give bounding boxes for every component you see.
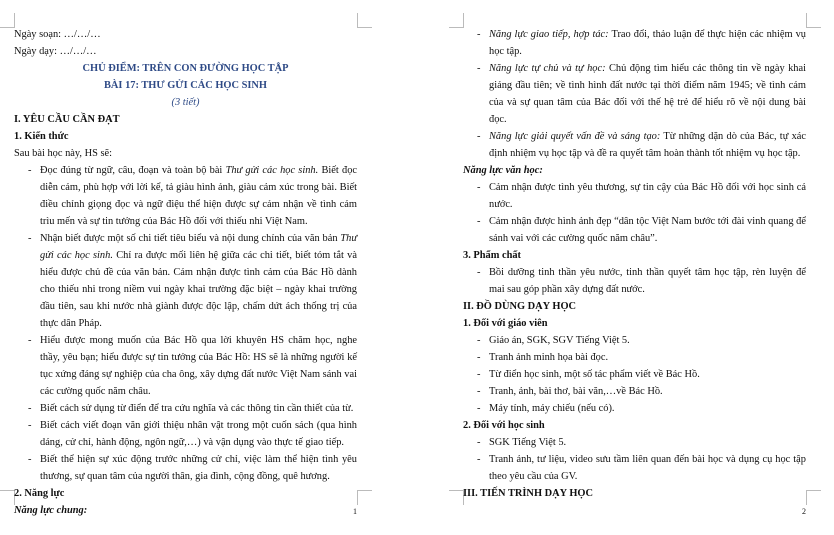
list-item [14,332,357,400]
list-item [463,366,806,383]
dash-bullet: - [28,335,32,346]
section-heading: I. YÊU CẦU CẦN ĐẠT [14,114,120,125]
dash-bullet: - [477,454,481,465]
section-heading: III. TIẾN TRÌNH DẠY HỌC [463,488,594,499]
dash-bullet: - [477,267,481,278]
list-item [463,128,806,162]
item-text: Tranh, ảnh, bài thơ, bài văn,…về Bác Hồ. [489,386,663,397]
list-item [463,179,806,213]
date-prepared: Ngày soạn: …/…/… [14,29,101,40]
dash-bullet: - [477,369,481,380]
page-1 [0,0,415,535]
list-item [463,349,806,366]
item-text: Tranh ảnh minh họa bài đọc. [489,352,609,363]
dash-bullet: - [28,403,32,414]
margin-mark [449,490,464,505]
subsection-heading: 1. Kiến thức [14,131,69,142]
dash-bullet: - [28,420,32,431]
item-text: Từ những dặn dò của Bác, tự xác định nhiệm vụ học tập và đề ra quyết tâm hoàn thành tốt nhiệm vụ học tập. [489,131,806,159]
margin-mark [449,13,464,28]
list-item [463,213,806,247]
dash-bullet: - [28,165,32,176]
item-text: Từ điển học sinh, một số tác phẩm viết về Bác Hồ. [489,369,700,380]
lesson-title: BÀI 17: THƯ GỬI CÁC HỌC SINH [104,80,267,91]
subsection-heading: 1. Đối với giáo viên [463,318,548,329]
competence-name: Năng lực tự chủ và tự học: [489,63,606,74]
teacher-list [463,332,806,417]
dash-bullet: - [477,63,481,74]
dash-bullet: - [28,454,32,465]
item-text: Biết đọc diễn cảm, phù hợp với lời kể, tả giàu hình ảnh, giàu cảm xúc trong bài. Biết điều chỉnh giọng đọc và ngữ điệu thể hiện được sự cảm nhận về tình cảm trìu mến và sự tin tưởng của Bác Hồ đối với thiếu nhi Việt Nam. [40,165,358,227]
section-heading: II. ĐỒ DÙNG DẠY HỌC [463,301,577,312]
item-text: Giáo án, SGK, SGV Tiếng Việt 5. [489,335,630,346]
list-item [14,417,357,451]
dash-bullet: - [477,437,481,448]
list-item [463,26,806,60]
literary-list [463,179,806,247]
dash-bullet: - [477,29,481,40]
margin-mark [806,13,821,28]
general-competence-list [463,26,806,162]
item-text: SGK Tiếng Việt 5. [489,437,567,448]
list-item [14,230,357,332]
page-2-body[interactable] [463,26,806,502]
item-text: Biết cách sử dụng từ điển để tra cứu nghĩa và các thông tin cần thiết của từ. [40,403,354,414]
general-competence-label: Năng lực chung: [14,505,88,516]
theme-title: CHỦ ĐIỂM: TRÊN CON ĐƯỜNG HỌC TẬP [82,63,289,74]
list-item [463,264,806,298]
list-item [463,60,806,128]
subsection-heading: 2. Năng lực [14,488,65,499]
literary-competence-label: Năng lực văn học: [463,165,543,176]
margin-mark [0,13,15,28]
knowledge-list [14,162,357,485]
dash-bullet: - [477,386,481,397]
intro-text: Sau bài học này, HS sẽ: [14,148,113,159]
item-text: Biết cách viết đoạn văn giới thiệu nhân vật trong một cuốn sách (qua hình dáng, cử chỉ, hành động, ngôn ngữ,…) và vận dụng vào thực tế giao tiếp. [40,420,357,448]
margin-mark [357,13,372,28]
item-text: Hiểu được mong muốn của Bác Hồ qua lời khuyên HS chăm học, nghe thầy, yêu bạn; hiểu được sự tin tưởng của Bác Hồ: HS sẽ là những người kế tục xứng đáng sự nghiệp của cha ông, xây dựng đất nước Việt Nam sánh vai các cường quốc năm châu. [40,335,357,397]
item-text: Chủ động tìm hiểu các thông tin về ngày khai giảng đầu tiên; về tình hình đất nước tại thời điểm năm 1945; về tình cảm của và sự quan tâm của Bác đối với thế hệ trẻ để hiểu rõ về nội dung bài đọc. [489,63,806,125]
dash-bullet: - [477,182,481,193]
list-item [14,162,357,230]
margin-mark [0,490,15,505]
dash-bullet: - [477,335,481,346]
dash-bullet: - [477,352,481,363]
list-item [463,400,806,417]
list-item [463,434,806,451]
date-taught: Ngày dạy: …/…/… [14,46,97,57]
item-text: Cảm nhận được hình ảnh đẹp “dân tộc Việt Nam bước tới đài vinh quang để sánh vai với các cường quốc năm châu”. [489,216,806,244]
list-item [463,383,806,400]
list-item [463,332,806,349]
item-text: Máy tính, máy chiếu (nếu có). [489,403,615,414]
margin-mark [357,490,372,505]
item-text: Đọc đúng từ ngữ, câu, đoạn và toàn bộ bài [40,165,226,176]
page-number: 1 [353,507,357,516]
list-item [463,451,806,485]
item-text: Cảm nhận được tình yêu thương, sự tin cậy của Bác Hồ đối với học sinh cả nước. [489,182,806,210]
list-item [14,400,357,417]
page-number: 2 [802,507,806,516]
item-text: Tranh ảnh, tư liệu, video sưu tầm liên quan đến bài học và dụng cụ học tập theo yêu cầu của GV. [489,454,806,482]
competence-name: Năng lực giải quyết vấn đề và sáng tạo: [489,131,661,142]
margin-mark [806,490,821,505]
item-text: Bồi dưỡng tinh thần yêu nước, tinh thần quyết tâm học tập, rèn luyện để mai sau góp phần xây dựng đất nước. [489,267,806,295]
competence-name: Năng lực giao tiếp, hợp tác: [489,29,609,40]
periods: (3 tiết) [171,97,200,108]
quality-list [463,264,806,298]
dash-bullet: - [477,216,481,227]
item-text: Nhận biết được một số chi tiết tiêu biểu và nội dung chính của văn bản [40,233,341,244]
dash-bullet: - [28,233,32,244]
item-text: Chỉ ra được mối liên hệ giữa các chi tiết, biết tóm tắt và hiểu được chủ đề của văn bản. Cảm nhận được tình cảm của Bác Hồ dành cho thiếu nhi trong niềm vui ngày khai trường đặc biệt – ngày khai trường đầu tiên, sau khi nước nhà giành được độc lập, chấm dứt ách thống trị của thực dân Pháp. [40,250,357,329]
page-1-body[interactable] [14,26,357,519]
student-list [463,434,806,485]
item-text: Biết thể hiện sự xúc động trước những cử chỉ, việc làm thể hiện tình yêu thương, sự quan tâm của người thân, gia đình, cộng đồng, quê hương. [40,454,357,482]
item-title: Thư gửi các học sinh. [225,165,319,176]
page-2 [419,0,834,535]
dash-bullet: - [477,131,481,142]
item-text: Trao đổi, thảo luận để thực hiện các nhiệm vụ học tập. [489,29,806,57]
dash-bullet: - [477,403,481,414]
list-item [14,451,357,485]
subsection-heading: 3. Phẩm chất [463,250,522,261]
subsection-heading: 2. Đối với học sinh [463,420,545,431]
item-title: Thư gửi các học sinh. [40,233,357,261]
